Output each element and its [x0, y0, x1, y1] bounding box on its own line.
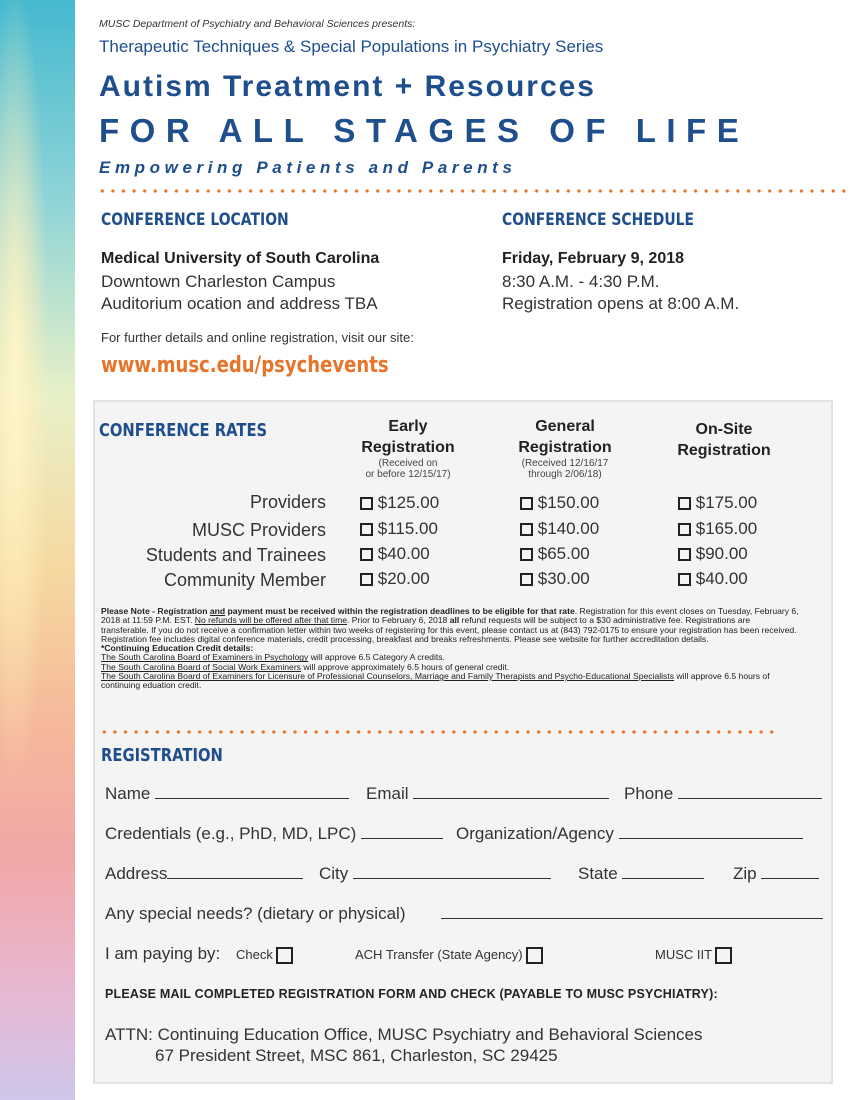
checkbox[interactable] — [678, 497, 691, 510]
details-note: For further details and online registration, visit our site: — [101, 330, 414, 345]
col-early-header: Early Registration (Received on or before 12/15/17) — [361, 418, 455, 480]
organization-field[interactable]: Organization/Agency — [456, 824, 803, 844]
credentials-field[interactable]: Credentials (e.g., PhD, MD, LPC) — [105, 824, 443, 844]
location-address: Auditorium ocation and address TBA — [101, 294, 378, 313]
rate-label-students: Students and Trainees — [145, 545, 326, 565]
page-title: Autism Treatment + Resources — [99, 70, 596, 103]
special-needs-label: Any special needs? (dietary or physical) — [105, 904, 406, 923]
mail-instruction: PLEASE MAIL COMPLETED REGISTRATION FORM AND CHECK (PAYABLE TO MUSC PSYCHIATRY): — [105, 987, 718, 1001]
checkbox[interactable] — [520, 548, 533, 561]
address-field[interactable]: Address — [105, 864, 303, 884]
pay-ach-option[interactable]: ACH Transfer (State Agency) — [355, 947, 543, 964]
rate-option[interactable]: $30.00 — [520, 569, 590, 589]
rate-option[interactable]: $140.00 — [520, 519, 599, 539]
location-campus: Downtown Charleston Campus — [101, 272, 336, 291]
special-needs-field[interactable] — [441, 904, 823, 924]
registration-heading: REGISTRATION — [101, 745, 223, 766]
checkbox[interactable] — [715, 947, 732, 964]
phone-field[interactable]: Phone — [624, 784, 822, 804]
rate-label-musc-providers: MUSC Providers — [191, 520, 326, 540]
rate-option[interactable]: $165.00 — [678, 519, 757, 539]
state-field[interactable]: State — [578, 864, 704, 884]
zip-field[interactable]: Zip — [733, 864, 819, 884]
tagline: Empowering Patients and Parents — [99, 158, 517, 177]
checkbox[interactable] — [526, 947, 543, 964]
schedule-heading: CONFERENCE SCHEDULE — [502, 210, 695, 230]
ce-link-social-work: The South Carolina Board of Social Work Examiners — [101, 661, 301, 672]
dotted-divider — [99, 730, 775, 734]
rate-option[interactable]: $150.00 — [520, 493, 599, 513]
rate-option[interactable]: $115.00 — [360, 519, 438, 539]
page-subtitle: FOR ALL STAGES OF LIFE — [99, 112, 750, 149]
email-field[interactable]: Email — [366, 784, 609, 804]
series-title: Therapeutic Techniques & Special Populations in Psychiatry Series — [99, 37, 604, 56]
rate-option[interactable]: $20.00 — [360, 569, 430, 589]
checkbox[interactable] — [360, 523, 373, 536]
checkbox[interactable] — [360, 497, 373, 510]
col-general-header: General Registration (Received 12/16/17 through 2/06/18) — [518, 418, 612, 480]
registration-policy-note: Please Note - Registration and payment must be received within the registration deadlines to be eligible for that rate. Registration for this event closes on Tuesday, February 6, 2018 at 11:59 P.M. EST. No refunds will be offered after that time. Prior to February 6, 2018 all refund requests will be subject to a $30 administrative fee. Registrations are transferable. If you do not receive a confirmation letter within two weeks of registering for this event, please contact us at (843) 792-0175 to ensure your registration has been received. Registration fee includes digital conference materials, credit processing, breakfast and breaks refreshments. Please see website for further accreditation details. *Continuing Education Credit details: The South Carolina Board of Examiners in Psychology will approve 6.5 Category A credits. The South Carolina Board of Social Work Examiners will approve approximately 6.5 hours of general credit. The South Carolina Board of Examiners for Licensure of Professional Counselors, Marriage and Family Therapists and Psycho-Educational Specialists will approve 6.5 hours of continuing eduation credit. — [101, 606, 799, 691]
presenter-line: MUSC Department of Psychiatry and Behavioral Sciences presents: — [99, 18, 416, 30]
checkbox[interactable] — [520, 573, 533, 586]
pay-check-option[interactable]: Check — [236, 947, 293, 964]
checkbox[interactable] — [360, 548, 373, 561]
schedule-registration-open: Registration opens at 8:00 A.M. — [502, 294, 740, 313]
checkbox[interactable] — [276, 947, 293, 964]
paying-by-label: I am paying by: — [105, 944, 221, 963]
checkbox[interactable] — [678, 548, 691, 561]
rate-option[interactable]: $40.00 — [678, 569, 748, 589]
col-onsite-header: On-Site Registration — [677, 421, 771, 459]
rate-option[interactable]: $65.00 — [520, 544, 590, 564]
ce-link-psychology: The South Carolina Board of Examiners in Psychology — [101, 652, 309, 663]
mailing-address: 67 President Street, MSC 861, Charleston, SC 29425 — [155, 1046, 558, 1065]
rate-label-providers: Providers — [249, 492, 326, 512]
location-name: Medical University of South Carolina — [101, 250, 380, 267]
rate-option[interactable]: $40.00 — [360, 544, 430, 564]
checkbox[interactable] — [520, 523, 533, 536]
website-link[interactable]: www.musc.edu/psychevents — [101, 353, 389, 378]
ce-link-counselors: The South Carolina Board of Examiners for Licensure of Professional Counselors, Marriage and Family Therapists and Psycho-Educational Specialists — [101, 671, 675, 682]
pay-iit-option[interactable]: MUSC IIT — [655, 947, 732, 964]
decorative-side-banner — [0, 0, 75, 1100]
name-field[interactable]: Name — [105, 784, 349, 804]
rate-option[interactable]: $125.00 — [360, 493, 439, 513]
mailing-attn: ATTN: Continuing Education Office, MUSC Psychiatry and Behavioral Sciences — [105, 1025, 703, 1044]
location-heading: CONFERENCE LOCATION — [101, 210, 289, 230]
rate-option[interactable]: $90.00 — [678, 544, 748, 564]
rate-label-community: Community Member — [163, 570, 326, 590]
city-field[interactable]: City — [319, 864, 551, 884]
checkbox[interactable] — [678, 523, 691, 536]
schedule-date: Friday, February 9, 2018 — [502, 250, 685, 267]
schedule-time: 8:30 A.M. - 4:30 P.M. — [502, 272, 660, 291]
checkbox[interactable] — [678, 573, 691, 586]
dotted-divider — [97, 189, 850, 193]
checkbox[interactable] — [520, 497, 533, 510]
checkbox[interactable] — [360, 573, 373, 586]
rate-option[interactable]: $175.00 — [678, 493, 757, 513]
rates-heading: CONFERENCE RATES — [99, 420, 268, 441]
